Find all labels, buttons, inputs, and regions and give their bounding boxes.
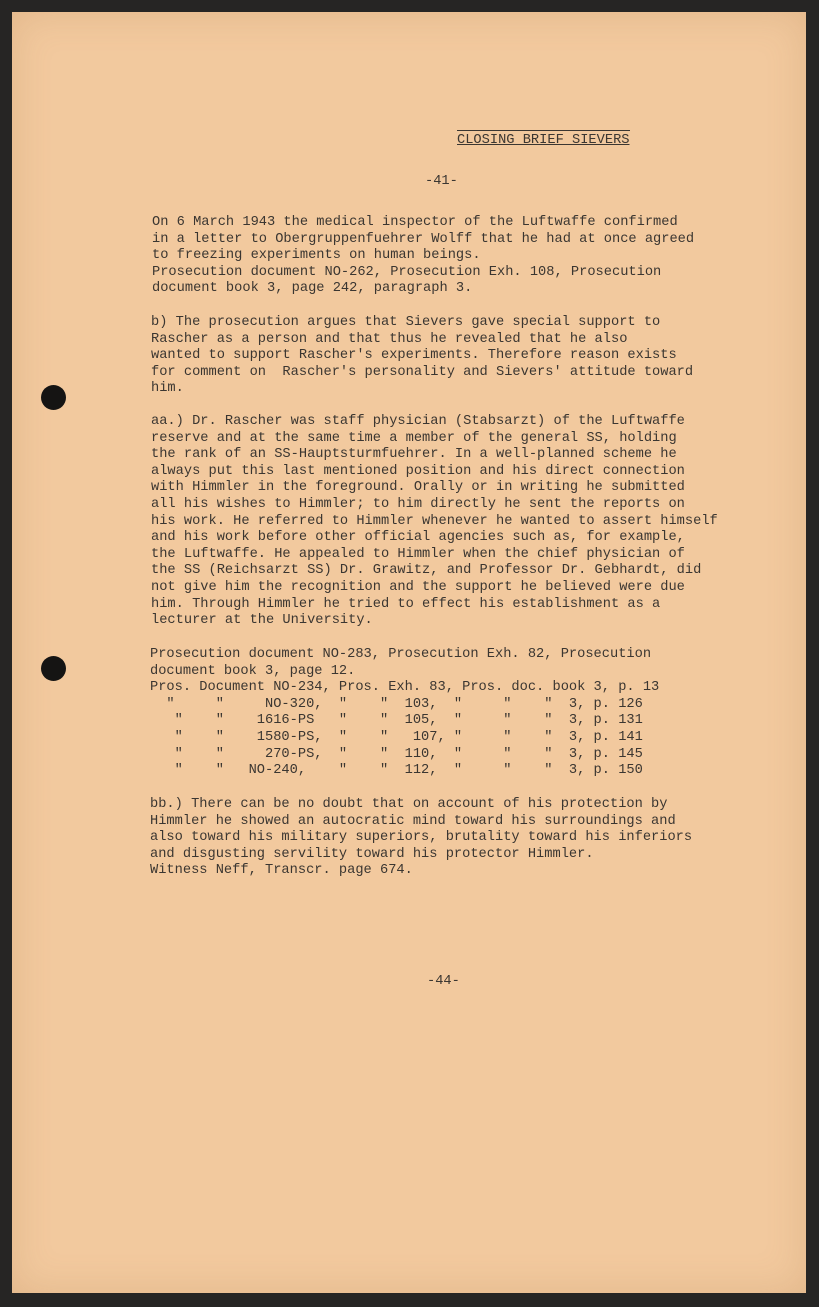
text-line: lecturer at the University.: [151, 613, 373, 629]
paragraph-bb: [150, 797, 692, 880]
paragraph-aa: [151, 414, 718, 630]
page-number: -41-: [425, 174, 458, 189]
document-title: CLOSING BRIEF SIEVERS: [457, 130, 630, 150]
text-line: b) The prosecution argues that Sievers gave special support to: [151, 315, 661, 330]
text-line: and disgusting servility toward his protector Himmler.: [150, 846, 594, 862]
text-line: " " 270-PS, " " 110, " " " 3, p. 145: [150, 746, 643, 762]
text-line: the rank of an SS-Hauptsturmfuehrer. In a well-planned scheme he: [151, 447, 677, 463]
text-line: bb.) There can be no doubt that on account of his protection by: [150, 797, 668, 812]
text-line: in a letter to Obergruppenfuehrer Wolff that he had at once agreed: [152, 231, 695, 247]
footer-page-number: -44-: [427, 974, 460, 989]
punch-hole: [41, 385, 66, 410]
punch-hole: [41, 656, 66, 681]
text-line: Prosecution document NO-262, Prosecution Exh. 108, Prosecution: [152, 264, 662, 280]
text-line: Prosecution document NO-283, Prosecution Exh. 82, Prosecution: [150, 647, 652, 662]
text-line: reserve and at the same time a member of the general SS, holding: [151, 430, 677, 446]
text-line: wanted to support Rascher's experiments. Therefore reason exists: [151, 348, 677, 364]
text-line: Pros. Document NO-234, Pros. Exh. 83, Pros. doc. book 3, p. 13: [150, 680, 660, 696]
text-line: all his wishes to Himmler; to him directly he sent the reports on: [151, 496, 685, 512]
text-line: On 6 March 1943 the medical inspector of the Luftwaffe confirmed: [152, 215, 678, 230]
text-line: with Himmler in the foreground. Orally or in writing he submitted: [151, 480, 685, 496]
text-line: " " NO-320, " " 103, " " " 3, p. 126: [150, 696, 643, 712]
text-line: " " 1616-PS " " 105, " " " 3, p. 131: [150, 713, 643, 729]
text-line: always put this last mentioned position and his direct connection: [151, 463, 685, 479]
text-line: his work. He referred to Himmler whenever he wanted to assert himself: [151, 513, 718, 529]
references-list: [150, 647, 659, 780]
paragraph-freezing: [152, 215, 694, 298]
text-line: and his work before other official agencies such as, for example,: [151, 530, 685, 546]
text-line: not give him the recognition and the support he believed were due: [151, 579, 685, 595]
paragraph-b: [151, 315, 693, 398]
text-line: the SS (Reichsarzt SS) Dr. Grawitz, and Professor Dr. Gebhardt, did: [151, 563, 702, 579]
text-line: to freezing experiments on human beings.: [152, 248, 481, 264]
text-line: him. Through Himmler he tried to effect his establishment as a: [151, 596, 661, 612]
text-line: document book 3, page 12.: [150, 663, 356, 679]
text-line: aa.) Dr. Rascher was staff physician (Stabsarzt) of the Luftwaffe: [151, 414, 685, 429]
text-line: also toward his military superiors, brutality toward his inferiors: [150, 830, 693, 846]
text-line: him.: [151, 381, 184, 397]
text-line: Rascher as a person and that thus he revealed that he also: [151, 331, 628, 347]
text-line: Witness Neff, Transcr. page 674.: [150, 863, 413, 879]
text-line: " " NO-240, " " 112, " " " 3, p. 150: [150, 763, 643, 779]
text-line: for comment on Rascher's personality and Sievers' attitude toward: [151, 364, 694, 380]
text-line: " " 1580-PS, " " 107, " " " 3, p. 141: [150, 729, 643, 745]
text-line: Himmler he showed an autocratic mind toward his surroundings and: [150, 813, 676, 829]
text-line: document book 3, page 242, paragraph 3.: [152, 281, 473, 297]
text-line: the Luftwaffe. He appealed to Himmler when the chief physician of: [151, 546, 685, 562]
